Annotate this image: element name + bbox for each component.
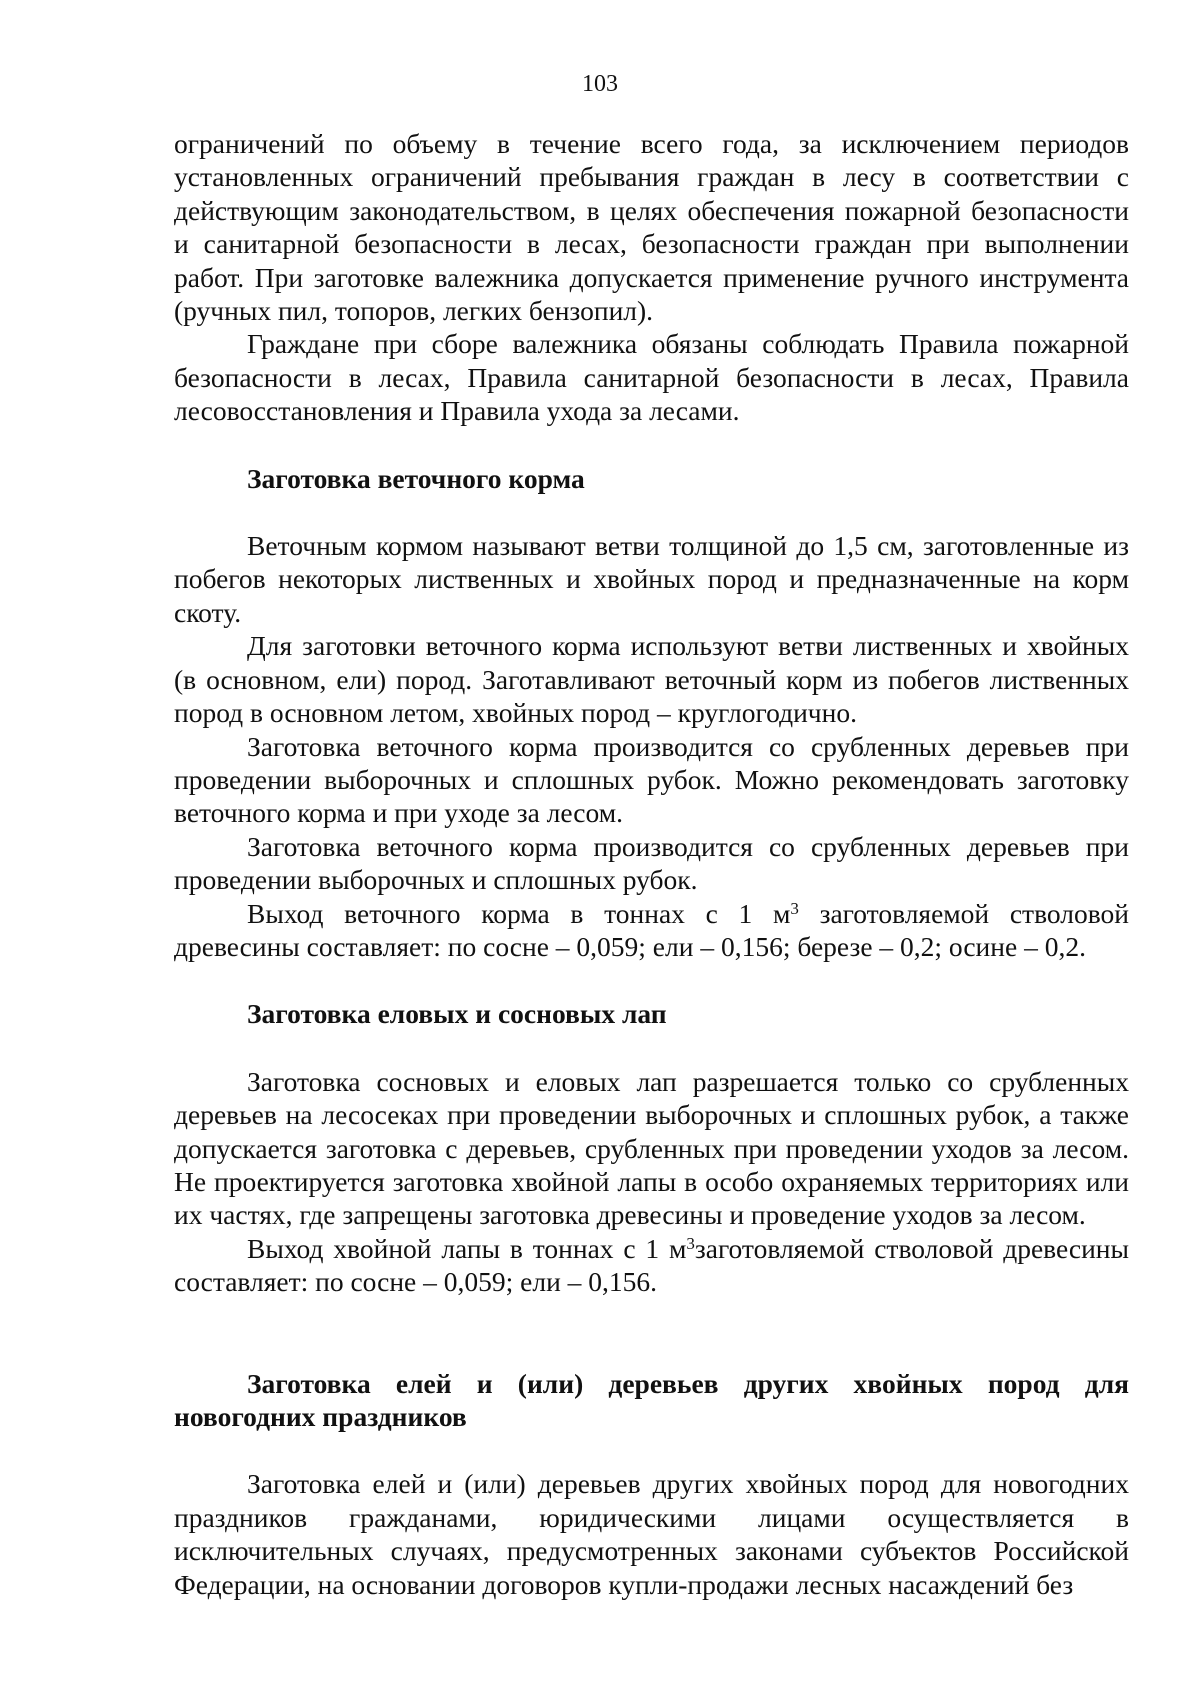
paragraph-branch-feed-4: Заготовка веточного корма производится со срубленных деревьев при проведении выборочных и сплошных рубок. — [174, 830, 1129, 896]
superscript-cubed: 3 — [790, 898, 799, 918]
paragraph-intro-1: ограничений по объему в течение всего года, за исключением периодов установленных ограничений пребывания граждан в лесу в соответствии с действующим законодательством, в целях обеспечения пожарной безопасности и санитарной безопасности в лесах, безопасности граждан при выполнении работ. При заготовке валежника допускается применение ручного инструмента (ручных пил, топоров, легких бензопил). — [174, 128, 1129, 327]
paragraph-branch-feed-5 — [174, 897, 1129, 964]
paragraph-new-year-1: Заготовка елей и (или) деревьев других хвойных пород для новогодних праздников гражданами, юридическими лицами осуществляется в исключительных случаях, предусмотренных законами субъектов Российской Федерации, на основании договоров купли-продажи лесных насаждений без — [174, 1468, 1129, 1600]
heading-paws: Заготовка еловых и сосновых лап — [247, 998, 667, 1030]
paragraph-branch-feed-3: Заготовка веточного корма производится со срубленных деревьев при проведении выборочных и сплошных рубок. Можно рекомендовать заготовку веточного корма и при уходе за лесом. — [174, 730, 1129, 829]
paragraph-branch-feed-5-start: Выход веточного корма в тоннах с 1 м — [247, 897, 791, 929]
heading-new-year: Заготовка елей и (или) деревьев других хвойных пород для новогодних праздников — [174, 1367, 1129, 1432]
heading-branch-feed: Заготовка веточного корма — [247, 462, 585, 494]
paragraph-branch-feed-1: Веточным кормом называют ветви толщиной до 1,5 см, заготовленные из побегов некоторых лиственных и хвойных пород и предназначенные на корм скоту. — [174, 530, 1129, 628]
superscript-cubed: 3 — [686, 1233, 695, 1253]
paragraph-paws-2-end: заготовляемой стволовой древесины составляет: по сосне – 0,059; ели – 0,156. — [174, 1232, 1129, 1298]
paragraph-paws-1: Заготовка сосновых и еловых лап разрешается только со срубленных деревьев на лесосеках при проведении выборочных и сплошных рубок, а также допускается заготовка с деревьев, срубленных при проведении уходов за лесом. Не проектируется заготовка хвойной лапы в особо охраняемых территориях или их частях, где запрещены заготовка древесины и проведение уходов за лесом. — [174, 1065, 1129, 1231]
page-number: 103 — [582, 71, 618, 97]
paragraph-paws-2-start: Выход хвойной лапы в тоннах с 1 м — [247, 1232, 687, 1264]
paragraph-branch-feed-5-end: заготовляемой стволовой древесины составляет: по сосне – 0,059; ели – 0,156; березе – 0,2; осине – 0,2. — [174, 897, 1129, 962]
paragraph-paws-2 — [174, 1232, 1129, 1299]
paragraph-intro-2: Граждане при сборе валежника обязаны соблюдать Правила пожарной безопасности в лесах, Правила санитарной безопасности в лесах, Правила лесовосстановления и Правила ухода за лесами. — [174, 328, 1129, 427]
paragraph-branch-feed-2: Для заготовки веточного корма используют ветви лиственных и хвойных (в основном, ели) пород. Заготавливают веточный корм из побегов лиственных пород в основном летом, хвойных пород – круглогодично. — [174, 630, 1129, 729]
document-body — [174, 127, 1129, 1601]
